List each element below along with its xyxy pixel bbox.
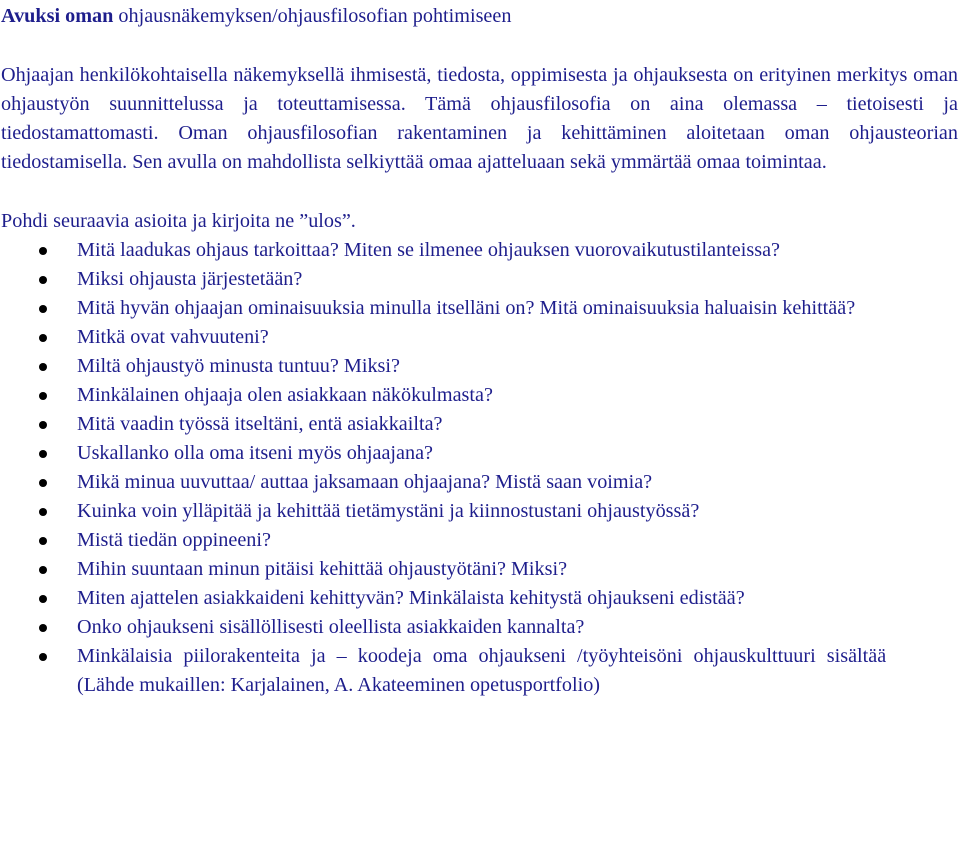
bullet-icon (39, 450, 47, 458)
title-bold: Avuksi oman (1, 5, 114, 27)
list-item (1, 294, 958, 323)
list-item (1, 236, 958, 265)
question-text: Mistä tiedän oppineeni? (77, 529, 271, 551)
title-rest: ohjausnäkemyksen/ohjausfilosofian pohtimiseen (113, 5, 512, 27)
list-item (1, 468, 958, 497)
list-item (1, 642, 958, 671)
bullet-icon (39, 334, 47, 342)
bullet-icon (39, 595, 47, 603)
intro-paragraph: Ohjaajan henkilökohtaisella näkemyksellä ihmisestä, tiedosta, oppimisesta ja ohjauksesta on erityinen merkitys oman ohjaustyön suunnittelussa ja toteuttamisessa. Tämä ohjausfilosofia on aina olemassa – tietoisesti ja tiedostamattomasti. Oman ohjausfilosofian rakentaminen ja kehittäminen aloitetaan oman ohjausteorian tiedostamisella. Sen avulla on mahdollista selkiyttää omaa ajatteluaan sekä ymmärtää omaa toimintaa. (1, 64, 958, 173)
question-list (1, 236, 958, 671)
bullet-icon (39, 653, 47, 661)
bullet-icon (39, 421, 47, 429)
question-text: Mihin suuntaan minun pitäisi kehittää ohjaustyötäni? Miksi? (77, 558, 568, 580)
list-item (1, 381, 958, 410)
question-text: Onko ohjaukseni sisällöllisesti oleellista asiakkaiden kannalta? (77, 616, 585, 638)
bullet-icon (39, 363, 47, 371)
question-text: Minkälainen ohjaaja olen asiakkaan näkökulmasta? (77, 384, 493, 406)
source-note: (Lähde mukaillen: Karjalainen, A. Akateeminen opetusportfolio) (77, 674, 601, 696)
question-text: Mikä minua uuvuttaa/ auttaa jaksamaan ohjaajana? Mistä saan voimia? (77, 471, 653, 493)
bullet-icon (39, 392, 47, 400)
list-item (1, 555, 958, 584)
question-text: Uskallanko olla oma itseni myös ohjaajana? (77, 442, 433, 464)
question-text: Mitä laadukas ohjaus tarkoittaa? Miten se ilmenee ohjauksen vuorovaikutustilanteissa? (77, 239, 781, 261)
question-text: Mitä hyvän ohjaajan ominaisuuksia minulla itselläni on? Mitä ominaisuuksia haluaisin kehittää? (77, 297, 856, 319)
question-text: Miten ajattelen asiakkaideni kehittyvän? Minkälaista kehitystä ohjaukseni edistää? (77, 587, 745, 609)
question-text: Miltä ohjaustyö minusta tuntuu? Miksi? (77, 355, 400, 377)
bullet-icon (39, 305, 47, 313)
bullet-icon (39, 508, 47, 516)
question-text: Kuinka voin ylläpitää ja kehittää tietämystäni ja kiinnostustani ohjaustyössä? (77, 500, 700, 522)
list-item (1, 497, 958, 526)
question-text: Miksi ohjausta järjestetään? (77, 268, 303, 290)
list-item (1, 584, 958, 613)
list-item (1, 265, 958, 294)
bullet-icon (39, 624, 47, 632)
list-item (1, 613, 958, 642)
question-text: Mitä vaadin työssä itseltäni, entä asiakkailta? (77, 413, 443, 435)
list-item (1, 352, 958, 381)
list-item (1, 410, 958, 439)
list-item (1, 439, 958, 468)
prompt-line: Pohdi seuraavia asioita ja kirjoita ne ”ulos”. (1, 210, 356, 232)
bullet-icon (39, 276, 47, 284)
list-item (1, 526, 958, 555)
bullet-icon (39, 566, 47, 574)
question-text: Mitkä ovat vahvuuteni? (77, 326, 269, 348)
bullet-icon (39, 537, 47, 545)
document-title (1, 2, 958, 31)
bullet-icon (39, 247, 47, 255)
bullet-icon (39, 479, 47, 487)
question-text: Minkälaisia piilorakenteita ja – koodeja oma ohjaukseni /työyhteisöni ohjauskulttuuri sisältää (77, 645, 887, 667)
list-item (1, 323, 958, 352)
